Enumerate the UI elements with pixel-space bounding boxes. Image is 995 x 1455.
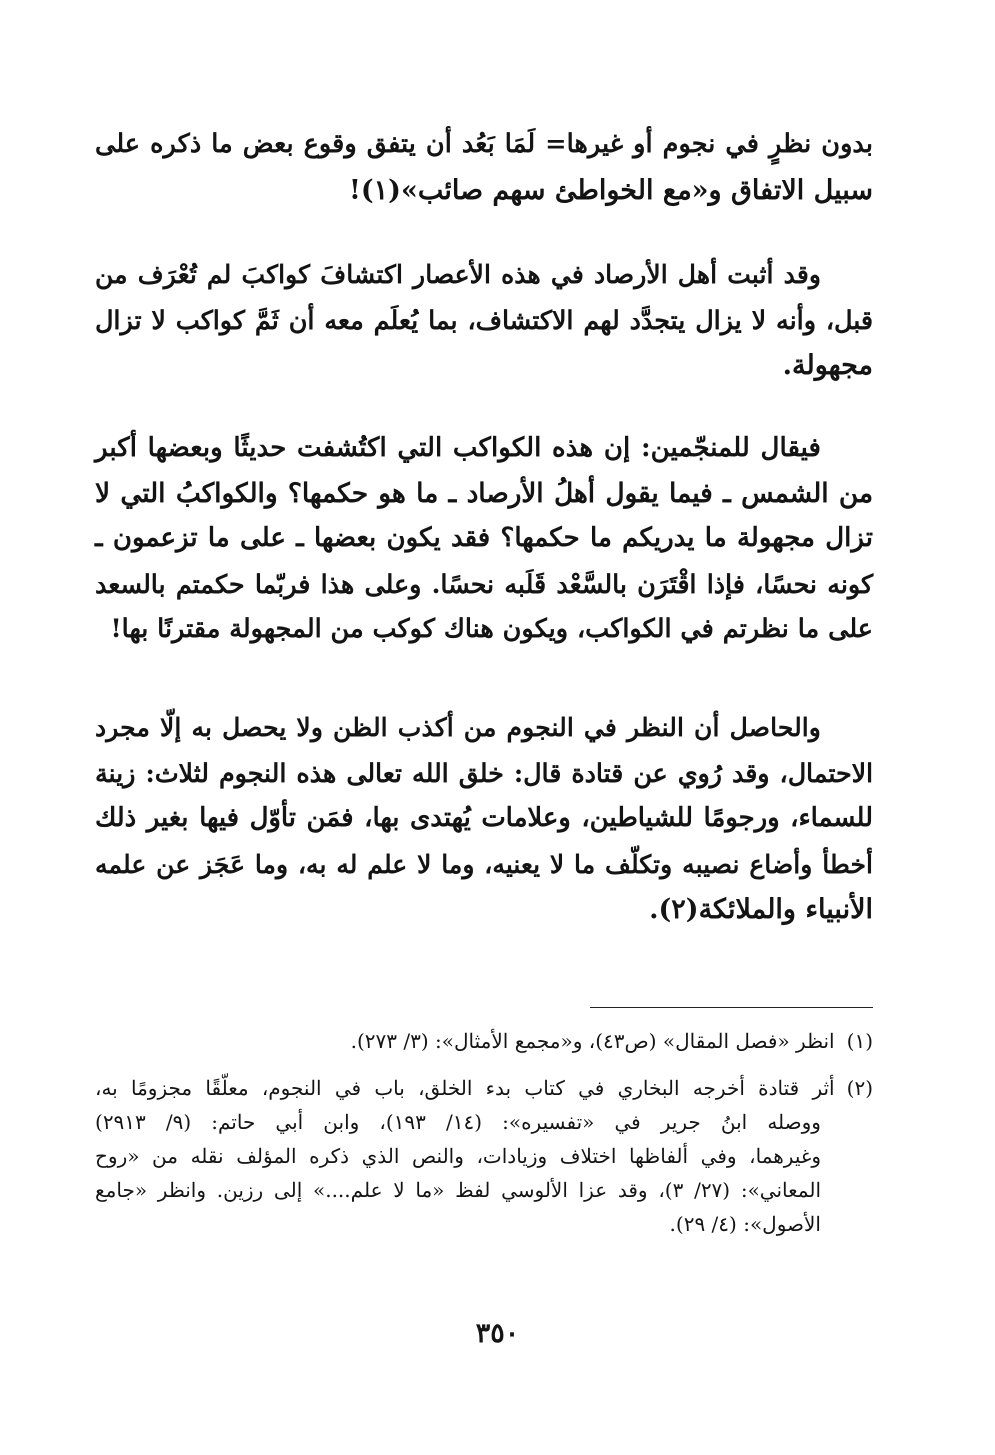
footnote-line: المعاني»: (٢٧/ ٣)، وقد عزا الألوسي لفظ «ما لا علم....» إلى رزين. وانظر «جامع	[95, 1178, 821, 1202]
paragraph-line: تزال مجهولة ما يدريكم ما حكمها؟ فقد يكون بعضها ـ على ما تزعمون ـ	[95, 523, 873, 553]
footnote-line	[95, 1024, 873, 1058]
page-number: ٣٥٠	[475, 1318, 520, 1349]
paragraph-line: فيقال للمنجّمين: إن هذه الكواكب التي اكتُشفت حديثًا وبعضها أكبر	[95, 432, 821, 463]
paragraph-4	[95, 705, 873, 933]
paragraph-line: على ما نظرتم في الكواكب، ويكون هناك كوكب من المجهولة مقترنًا بها!	[110, 614, 873, 644]
paragraph-1	[95, 122, 873, 213]
footnote-1	[95, 1024, 873, 1058]
footnote-line	[95, 1071, 873, 1105]
footnote-text: انظر «فصل المقال» (ص٤٣)، و«مجمع الأمثال»: (٣/ ٢٧٣).	[350, 1029, 835, 1053]
paragraph-line: والحاصل أن النظر في النجوم من أكذب الظن ولا يحصل به إلّا مجرد	[95, 712, 821, 742]
paragraph-line: بدون نظرٍ في نجوم أو غيرها= لَمَا بَعُد أن يتفق وقوع بعض ما ذكره على	[95, 129, 873, 159]
footnote-number: (٢)	[846, 1076, 873, 1100]
paragraph-2	[95, 252, 873, 389]
footnote-line: الأصول»: (٤/ ٢٩).	[669, 1212, 821, 1236]
paragraph-line: الاحتمال، وقد رُوي عن قتادة قال: خلق الله تعالى هذه النجوم لثلاث: زينة	[95, 757, 873, 788]
paragraph-line: مجهولة.	[782, 350, 873, 381]
paragraph-line: وقد أثبت أهل الأرصاد في هذه الأعصار اكتشافَ كواكبَ لم تُعْرَف من	[95, 259, 821, 289]
paragraph-line: الأنبياء والملائكة(٢).	[649, 894, 873, 925]
paragraph-line: من الشمس ـ فيما يقول أهلُ الأرصاد ـ ما هو حكمها؟ والكواكبُ التي لا	[95, 477, 873, 509]
paragraph-line: كونه نحسًا، فإذا اقْتَرَن بالسَّعْد قَلَبه نحسًا. وعلى هذا فربّما حكمتم بالسعد	[95, 568, 873, 599]
paragraph-3	[95, 425, 873, 653]
footnote-text: أثر قتادة أخرجه البخاري في كتاب بدء الخلق، باب في النجوم، معلّقًا مجزومًا به،	[95, 1076, 835, 1100]
footnote-2	[95, 1071, 873, 1241]
footnote-line: ووصله ابنُ جرير في «تفسيره»: (١٤/ ١٩٣)، وابن أبي حاتم: (٩/ ٢٩١٣)	[95, 1110, 821, 1134]
footnote-separator	[590, 1007, 873, 1008]
paragraph-line: قبل، وأنه لا يزال يتجدَّد لهم الاكتشاف، بما يُعلَم معه أن ثَمَّ كواكب لا تزال	[95, 304, 873, 335]
paragraph-line: أخطأ وأضاع نصيبه وتكلّف ما لا يعنيه، وما لا علم له به، وما عَجَز عن علمه	[95, 848, 873, 879]
paragraph-line: سبيل الاتفاق و«مع الخواطئ سهم صائب»(١)!	[349, 174, 873, 206]
paragraph-line: للسماء، ورجومًا للشياطين، وعلامات يُهتدى بها، فمَن تأوّل فيها بغير ذلك	[95, 803, 873, 833]
footnote-line: وغيرهما، وفي ألفاظها اختلاف وزيادات، والنص الذي ذكره المؤلف نقله من «روح	[95, 1144, 821, 1168]
footnote-number: (١)	[846, 1029, 873, 1053]
